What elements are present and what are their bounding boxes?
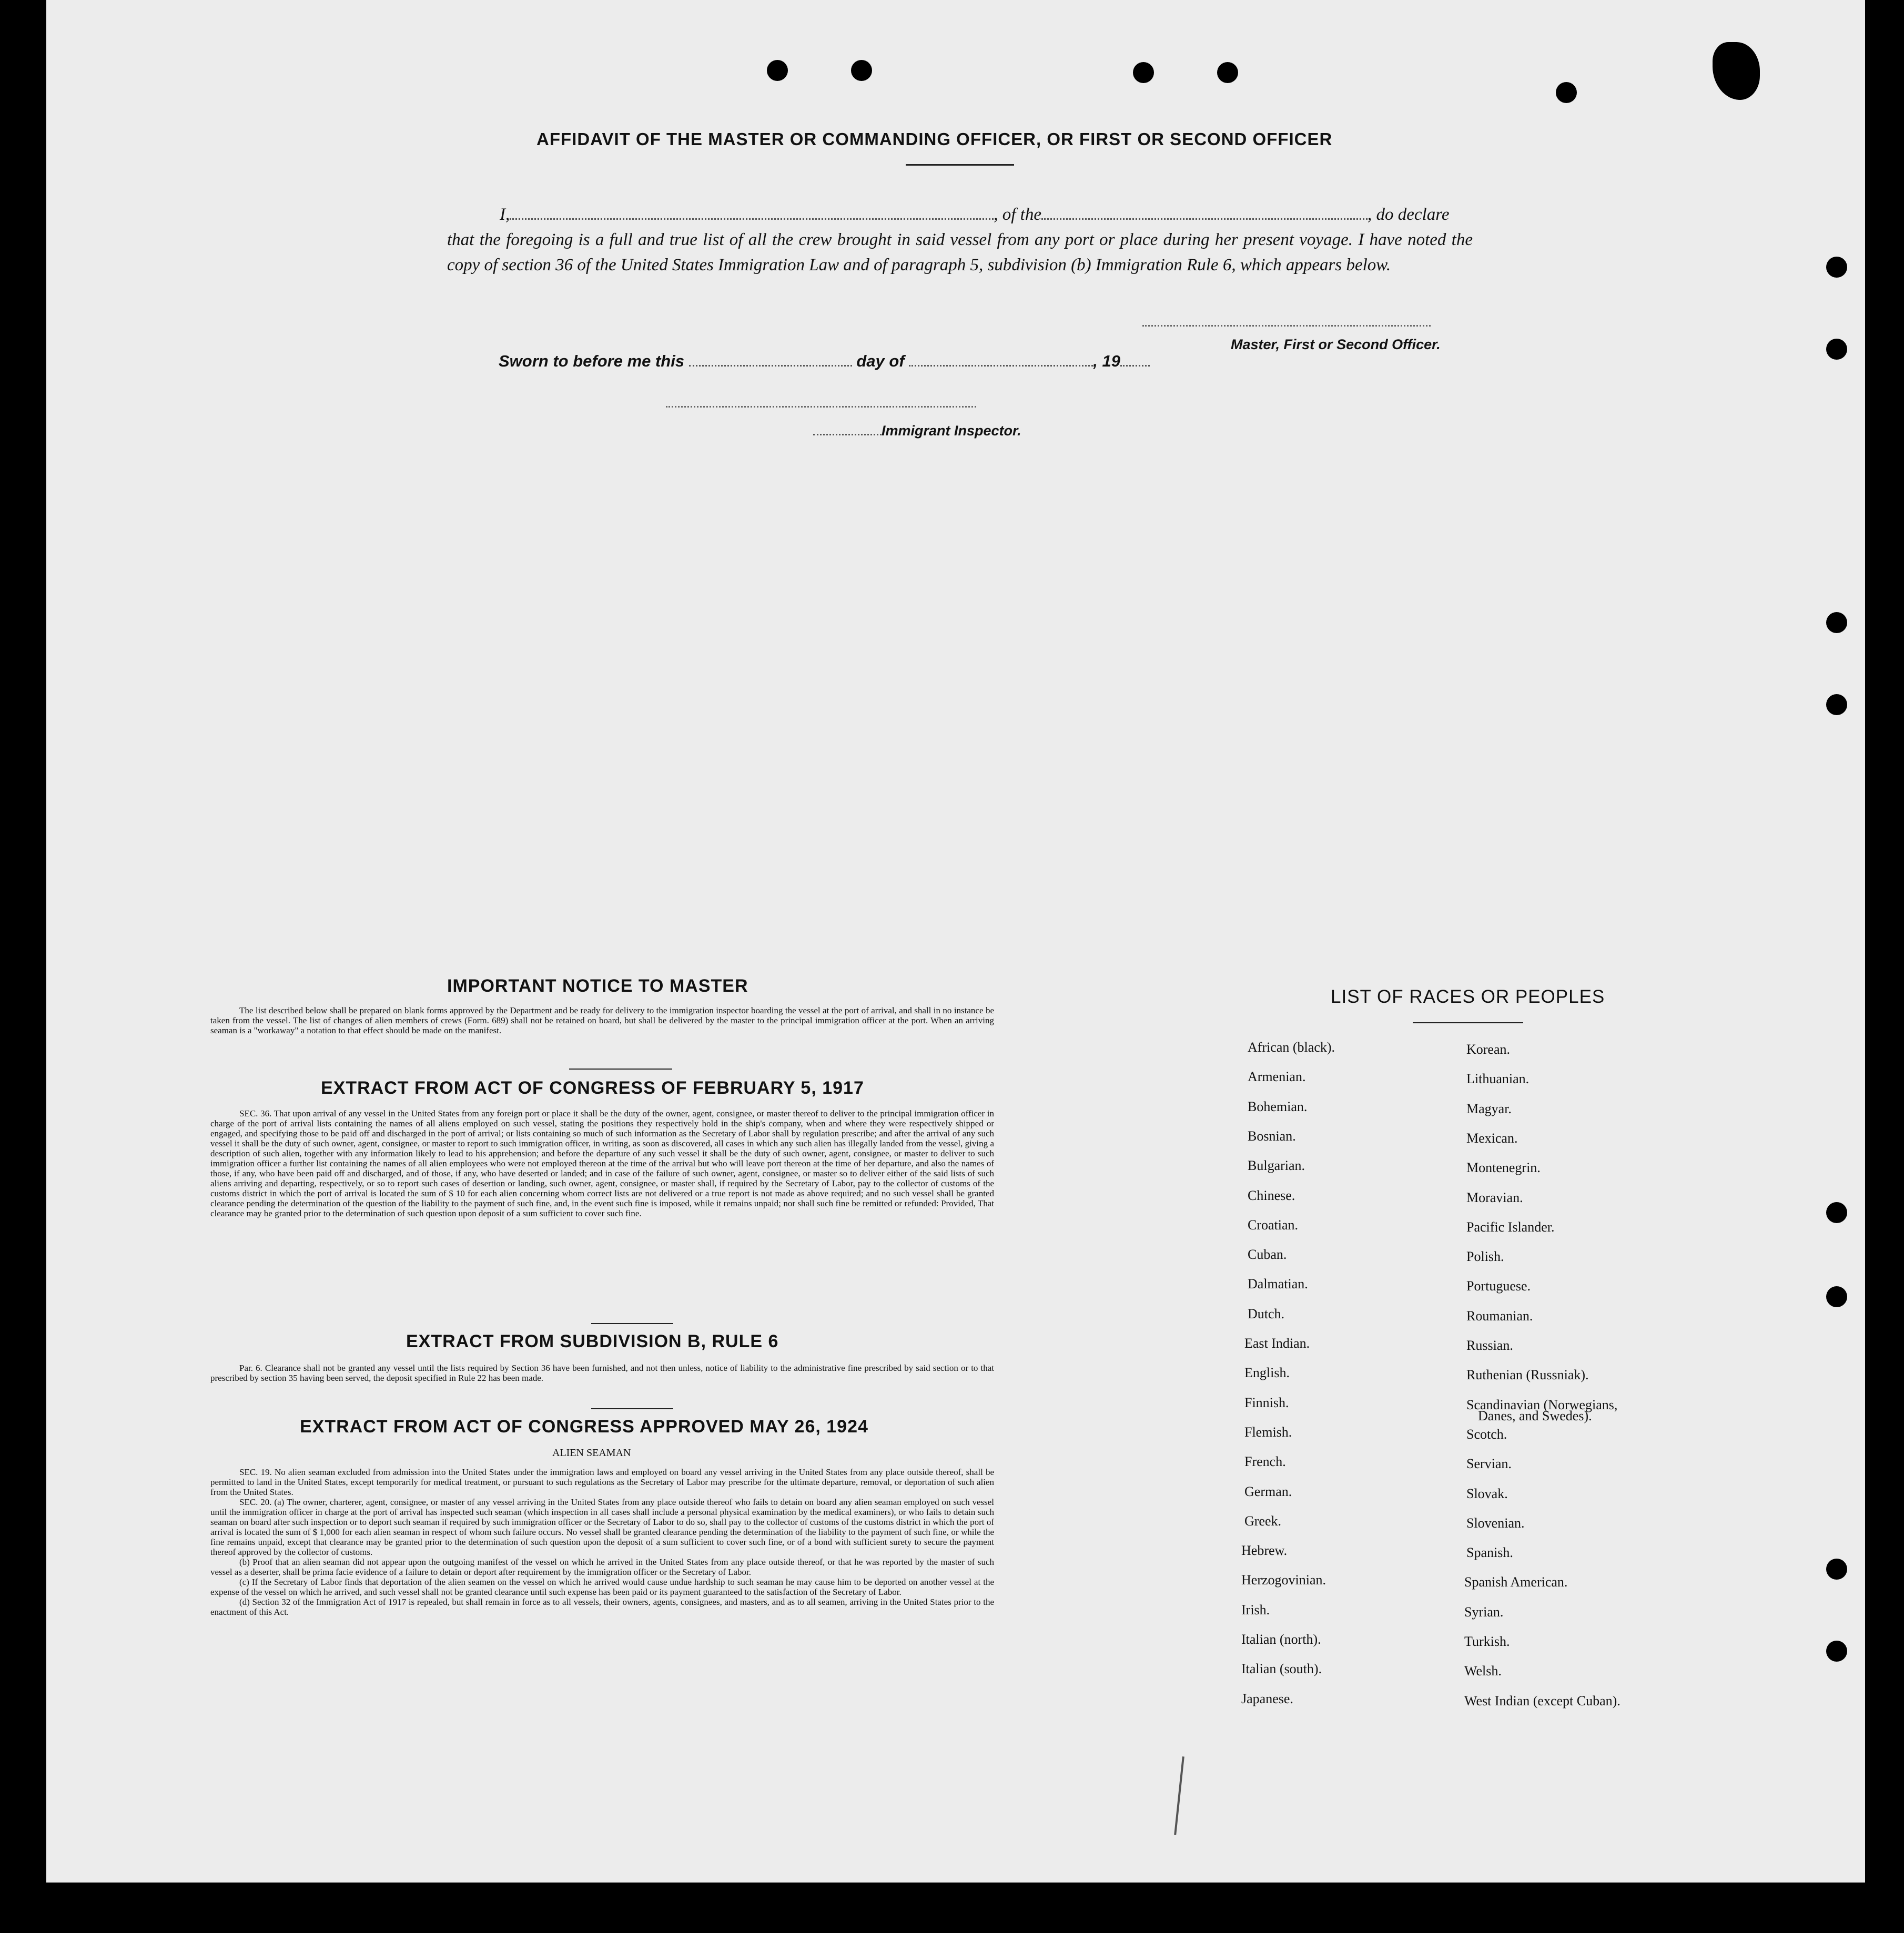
affidavit-i-label: I, <box>500 205 510 224</box>
extract-1924-text <box>210 1467 994 1617</box>
section-divider <box>591 1323 673 1324</box>
race-item: Bulgarian. <box>1248 1158 1305 1173</box>
race-item: East Indian. <box>1244 1336 1310 1351</box>
master-signature-label: Master, First or Second Officer. <box>1231 337 1441 352</box>
race-item: French. <box>1244 1454 1286 1469</box>
punch-hole <box>1826 1641 1847 1662</box>
extract-1924-sec20b: (b) Proof that an alien seaman did not appear upon the outgoing manifest of the vessel on which he arrived in the United States from any place outside thereof, or that he was reported by the master of such vessel as a deserter, shall be prima facie evidence of a failure to detain or deport after requirement by the immigration officer or the Secretary of Labor. <box>210 1557 994 1577</box>
race-item: Dalmatian. <box>1248 1276 1308 1291</box>
races-title: LIST OF RACES OR PEOPLES <box>1331 986 1605 1007</box>
sworn-label: Sworn to before me this <box>499 352 685 370</box>
affidavit-body: that the foregoing is a full and true list of all the crew brought in said vessel from any port or place during her present voyage. I have noted the copy of section 36 of the United States Immigration Law and of paragraph 5, subdivision (b) Immigration Rule 6, which appears below. <box>447 230 1473 274</box>
race-item: Slovenian. <box>1466 1515 1525 1531</box>
section-divider <box>591 1408 673 1409</box>
extract-rule6-text <box>210 1363 994 1383</box>
race-item: Japanese. <box>1241 1691 1293 1706</box>
race-item: Armenian. <box>1248 1069 1306 1084</box>
race-item: Moravian. <box>1466 1190 1523 1205</box>
punch-hole <box>1826 612 1847 633</box>
notice-title: IMPORTANT NOTICE TO MASTER <box>447 976 748 996</box>
extract-1917-text <box>210 1108 994 1218</box>
race-item: Roumanian. <box>1466 1308 1533 1324</box>
punch-hole <box>1133 62 1154 83</box>
race-item: Italian (south). <box>1241 1661 1322 1676</box>
extract-1924-sec20c: (c) If the Secretary of Labor finds that deportation of the alien seamen on the vessel on which he arrived would cause undue hardship to such seaman he may cause him to be deported on another vessel at the expense of the vessel on which he arrived, and such vessel shall not be granted clearance until such expense has been paid or its payment guaranteed to the satisfaction of the Secretary of Labor. <box>210 1577 994 1597</box>
extract-1924-sec19: SEC. 19. No alien seaman excluded from admission into the United States under the immigration laws and employed on board any vessel arriving in the United States from any place outside thereof, shall be permitted to land in the United States, except temporarily for medical treatment, or pursuant to such regulations as the Secretary of Labor may prescribe for the ultimate departure, removal, or deportation of such alien from the United States. <box>210 1467 994 1497</box>
race-item: Polish. <box>1466 1249 1504 1264</box>
race-item: African (black). <box>1248 1040 1335 1055</box>
race-item: Ruthenian (Russniak). <box>1466 1367 1589 1382</box>
torn-corner <box>1713 42 1760 100</box>
race-item: Chinese. <box>1248 1188 1295 1203</box>
punch-hole <box>1826 339 1847 360</box>
race-item: Bosnian. <box>1248 1128 1296 1144</box>
race-item: Pacific Islander. <box>1466 1219 1555 1235</box>
races-title-underline <box>1413 1022 1523 1023</box>
race-item: Croatian. <box>1248 1217 1299 1233</box>
race-item: Scandinavian (Norwegians, <box>1466 1397 1618 1412</box>
inspector-signature-line[interactable] <box>666 406 976 408</box>
notice-paragraph: The list described below shall be prepared on blank forms approved by the Department and be ready for delivery to the immigration inspector boarding the vessel at the port of arrival, and shall in no instance be taken from the vessel. The list of changes of alien members of crews (Form. 689) shall not be retained on board, but shall be delivered by the master to the principal immigration officer at the port. When an arriving seaman is a "workaway" a notation to that effect should be made on the manifest. <box>210 1005 994 1035</box>
inspector-name-blank[interactable] <box>813 423 882 435</box>
race-item: Hebrew. <box>1241 1543 1288 1558</box>
extract-rule6-title: EXTRACT FROM SUBDIVISION B, RULE 6 <box>406 1331 779 1351</box>
sworn-year-blank[interactable] <box>1120 351 1150 367</box>
race-item: Irish. <box>1241 1602 1270 1617</box>
punch-hole <box>1217 62 1238 83</box>
punch-hole <box>1826 1202 1847 1223</box>
punch-hole <box>1826 257 1847 278</box>
vessel-blank[interactable] <box>1041 205 1368 220</box>
punch-hole <box>1826 694 1847 715</box>
punch-hole <box>1826 1286 1847 1307</box>
affidavit-statement <box>447 202 1473 278</box>
race-item: Welsh. <box>1464 1663 1502 1678</box>
punch-hole <box>1556 82 1577 103</box>
race-item: Cuban. <box>1248 1247 1287 1262</box>
extract-1917-title: EXTRACT FROM ACT OF CONGRESS OF FEBRUARY 5, 1917 <box>321 1078 864 1098</box>
extract-1917-paragraph: SEC. 36. That upon arrival of any vessel in the United States from any foreign port or place it shall be the duty of the owner, agent, consignee, or master thereof to deliver to the principal immigration officer in charge of the port of arrival lists containing the names of all aliens employed on such vessel, stating the positions they respectively hold in the ship's company, when and where they were respectively shipped or engaged, and specifying those to be paid off and discharged in the port of arrival; or lists containing so much of such information as the Secretary of Labor shall by regulation prescribe; and after the arrival of any such vessel it shall be the duty of such owner, agent, consignee, or master to report to such immigration officer, in writing, as soon as discovered, all cases in which any such alien has illegally landed from the vessel, giving a description of such alien, together with any information likely to lead to his apprehension; and before the departure of any such vessel it shall be the duty of such owner, agent, consignee, or master to deliver to such immigration officer a further list containing the names of all alien employees who were not employed thereon at the time of the arrival but who will leave port thereon at the time of her departure, and also the names of those, if any, who have been paid off and discharged, and of those, if any, who have deserted or landed; and in case of the failure of such owner, agent, consignee, or master so to deliver either of the said lists of such aliens arriving and departing, respectively, or so to report such cases of desertion or landing, such owner, agent, consignee, or master shall, if required by the Secretary of Labor, pay to the collector of customs of the customs district in which the port of arrival is located the sum of $ 10 for each alien concerning whom correct lists are not delivered or a true report is not made as above required; and no such vessel shall be granted clearance pending the determination of the question of the liability to the payment of such fine, and, in the event such fine is imposed, while it remains unpaid; nor shall such fine be remitted or refunded: Provided, That clearance may be granted prior to the determination of such question upon deposit of a sum sufficient to cover such fine. <box>210 1108 994 1218</box>
race-item: Dutch. <box>1248 1306 1285 1321</box>
race-item: Italian (north). <box>1241 1632 1321 1647</box>
punch-hole <box>851 60 872 81</box>
race-item: English. <box>1244 1365 1290 1380</box>
sworn-day-blank[interactable] <box>689 351 852 367</box>
section-divider <box>569 1069 672 1070</box>
race-item: Lithuanian. <box>1466 1071 1530 1086</box>
year-label: , 19 <box>1093 352 1120 370</box>
race-item: Greek. <box>1244 1513 1282 1529</box>
race-item: Korean. <box>1466 1042 1511 1057</box>
sworn-month-blank[interactable] <box>909 351 1093 367</box>
race-item: Scotch. <box>1466 1427 1507 1442</box>
extract-1924-title: EXTRACT FROM ACT OF CONGRESS APPROVED MAY 26, 1924 <box>300 1417 868 1437</box>
name-blank[interactable] <box>510 205 994 220</box>
race-item: Slovak. <box>1466 1486 1508 1501</box>
race-item-wrap: Danes, and Swedes). <box>1478 1408 1592 1423</box>
race-item: Servian. <box>1466 1456 1512 1471</box>
inspector-label: Immigrant Inspector. <box>882 423 1021 439</box>
master-signature-line[interactable] <box>1142 325 1431 327</box>
race-item: Montenegrin. <box>1466 1160 1541 1175</box>
affidavit-of-the: , of the <box>994 205 1041 224</box>
sworn-line <box>499 351 1150 371</box>
extract-1924-sec20a: SEC. 20. (a) The owner, charterer, agent, consignee, or master of any vessel arriving in the United States from any place outside thereof who fails to detain on board any alien seaman employed on such vessel until the immigration officer in charge at the port of arrival has inspected such seaman (which inspection in all cases shall include a personal physical examination by the medical examiners), or who fails to detain such seaman on board after such inspection or to deport such seaman if required by such immigration officer or the Secretary of Labor to do so, shall pay to the collector of customs of the customs district in which the port of arrival is located the sum of $ 1,000 for each alien seaman in respect of whom such failure occurs. No vessel shall be granted clearance pending the determination of the liability to the payment of such fine, or while the fine remains unpaid, except that clearance may be granted prior to the determination of such question upon the deposit of a sum sufficient to cover such fine, or of a bond with sufficient surety to secure the payment thereof approved by the collector of customs. <box>210 1497 994 1557</box>
race-item: West Indian (except Cuban). <box>1464 1693 1621 1708</box>
extract-rule6-paragraph: Par. 6. Clearance shall not be granted any vessel until the lists required by Section 36 have been furnished, and not then unless, notice of liability to the administrative fine prescribed by said section or to that prescribed by section 35 having been served, the deposit specified in Rule 22 has been made. <box>210 1363 994 1383</box>
notice-text <box>210 1005 994 1035</box>
race-item: Spanish. <box>1466 1545 1513 1560</box>
race-item: Syrian. <box>1464 1604 1504 1620</box>
race-item: Russian. <box>1466 1338 1513 1353</box>
race-item: Finnish. <box>1244 1395 1289 1410</box>
inspector-label-row <box>813 423 1021 439</box>
race-item: Bohemian. <box>1248 1099 1308 1114</box>
race-item: Mexican. <box>1466 1131 1518 1146</box>
punch-hole <box>1826 1559 1847 1580</box>
race-item: Magyar. <box>1466 1101 1512 1116</box>
race-item: Flemish. <box>1244 1425 1292 1440</box>
day-of-label: day of <box>856 352 905 370</box>
punch-hole <box>767 60 788 81</box>
affidavit-do-declare: , do declare <box>1367 205 1450 224</box>
title-underline <box>906 164 1014 166</box>
race-item: German. <box>1244 1484 1292 1499</box>
race-item: Turkish. <box>1464 1634 1510 1649</box>
extract-1924-subtitle: ALIEN SEAMAN <box>552 1447 631 1459</box>
affidavit-title: AFFIDAVIT OF THE MASTER OR COMMANDING OFFICER, OR FIRST OR SECOND OFFICER <box>536 129 1333 149</box>
race-item: Portuguese. <box>1466 1278 1531 1294</box>
race-item: Herzogovinian. <box>1241 1572 1326 1588</box>
extract-1924-sec20d: (d) Section 32 of the Immigration Act of 1917 is repealed, but shall remain in force as to all vessels, their owners, agents, consignees, and masters, and as to all seamen, arriving in the United States prior to the enactment of this Act. <box>210 1597 994 1617</box>
race-item: Spanish American. <box>1464 1574 1568 1590</box>
